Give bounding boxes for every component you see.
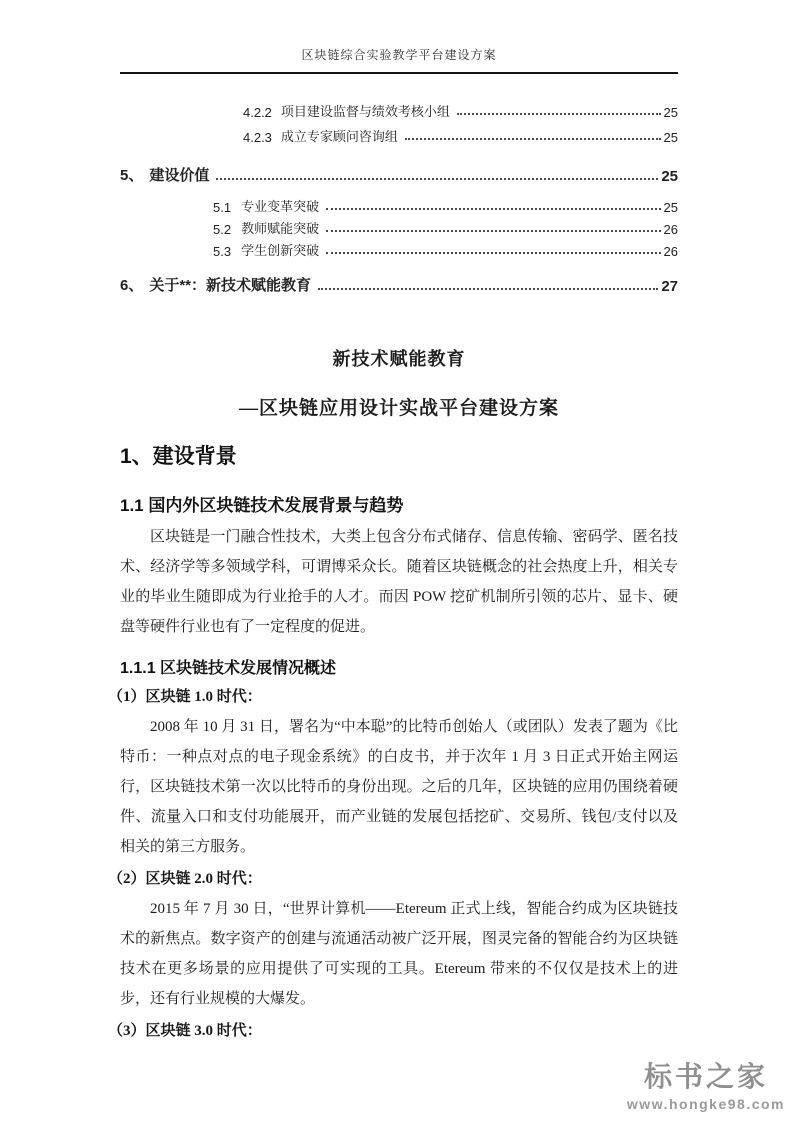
toc-entry-5-2 <box>120 215 678 237</box>
site-watermark <box>627 1055 785 1112</box>
toc-entry-label: 建设价值 <box>149 167 210 184</box>
toc-page-number: 25 <box>663 105 678 120</box>
item-heading-blockchain-1-0: （1）区块链 1.0 时代： <box>108 689 262 705</box>
toc-entry-number: 4.2.2 <box>243 105 272 120</box>
paragraph-blockchain-2-0: 2015 年 7 月 30 日，“世界计算机——Etereum 正式上线，智能合约成为区块链技术的新焦点。数字资产的创建与流通活动被广泛开展，图灵完备的智能合约为区块链技术在更多场景的应用提供了可实现的工具。Etereum 带来的不仅仅是技术上的进步，还有行业规模的大爆发。 <box>120 901 678 1007</box>
section-heading-1: 1、建设背景 <box>120 445 237 468</box>
toc-entry-4-2-3 <box>120 120 678 145</box>
watermark-brand: 标书之家 <box>643 1061 768 1092</box>
table-of-contents <box>120 95 678 295</box>
toc-entry-5-3 <box>120 237 678 259</box>
toc-leader-dots <box>216 178 658 180</box>
toc-entry-label: 学生创新突破 <box>241 243 320 258</box>
toc-entry-4-2-2 <box>120 95 678 120</box>
toc-entry-label: 专业变革突破 <box>241 199 320 214</box>
toc-entry-number: 5.1 <box>213 200 232 215</box>
header-rule <box>120 72 678 74</box>
toc-leader-dots <box>457 113 661 115</box>
document-subtitle: —区块链应用设计实战平台建设方案 <box>238 398 559 419</box>
toc-entry-6 <box>120 267 678 295</box>
section-heading-1-1: 1.1 国内外区块链技术发展背景与趋势 <box>120 496 404 515</box>
toc-leader-dots <box>326 252 660 254</box>
toc-page-number: 27 <box>661 278 678 295</box>
toc-leader-dots <box>326 230 660 232</box>
document-title: 新技术赋能教育 <box>332 349 466 369</box>
toc-entry-label: 项目建设监督与绩效考核小组 <box>280 104 450 119</box>
toc-entry-number: 5.2 <box>213 222 232 237</box>
watermark-url: www.hongke98.com <box>626 1096 785 1112</box>
paragraph-background: 区块链是一门融合性技术，大类上包含分布式储存、信息传输、密码学、匿名技术、经济学等多领域学科，可谓博采众长。随着区块链概念的社会热度上升，相关专业的毕业生随即成为行业抢手的人才。而因 POW 挖矿机制所引领的芯片、显卡、硬盘等硬件行业也有了一定程度的促进。 <box>120 529 678 635</box>
toc-entry-label: 教师赋能突破 <box>241 221 320 236</box>
toc-leader-dots <box>405 138 661 140</box>
toc-entry-5-1 <box>120 193 678 215</box>
toc-leader-dots <box>326 208 660 210</box>
toc-entry-number: 5、 <box>120 167 144 184</box>
page-header <box>120 0 678 74</box>
toc-page-number: 25 <box>663 130 678 145</box>
paragraph-blockchain-1-0: 2008 年 10 月 31 日，署名为“中本聪”的比特币创始人（或团队）发表了题为《比特币：一种点对点的电子现金系统》的白皮书，并于次年 1 月 3 日正式开始主网运行，区块链技术第一次以比特币的身份出现。之后的几年，区块链的应用仍围绕着硬件、流量入口和支付功能展开，而产业链的发展包括挖矿、交易所、钱包/支付以及相关的第三方服务。 <box>120 719 678 855</box>
section-heading-1-1-1: 1.1.1 区块链技术发展情况概述 <box>120 660 337 677</box>
toc-entry-number: 4.2.3 <box>243 130 272 145</box>
item-heading-blockchain-3-0: （3）区块链 3.0 时代： <box>108 1023 262 1039</box>
toc-entry-label: 成立专家顾问咨询组 <box>280 129 398 144</box>
toc-page-number: 26 <box>663 222 678 237</box>
toc-page-number: 25 <box>663 200 678 215</box>
toc-entry-number: 6、 <box>120 277 144 294</box>
toc-page-number: 25 <box>661 168 678 185</box>
page-content <box>108 0 678 1046</box>
toc-entry-5 <box>120 157 678 185</box>
item-heading-blockchain-2-0: （2）区块链 2.0 时代： <box>108 871 262 887</box>
toc-leader-dots <box>318 288 658 290</box>
toc-entry-label: 关于**：新技术赋能教育 <box>149 277 312 294</box>
toc-entry-number: 5.3 <box>213 244 232 259</box>
header-title: 区块链综合实验教学平台建设方案 <box>301 48 497 62</box>
toc-page-number: 26 <box>663 244 678 259</box>
